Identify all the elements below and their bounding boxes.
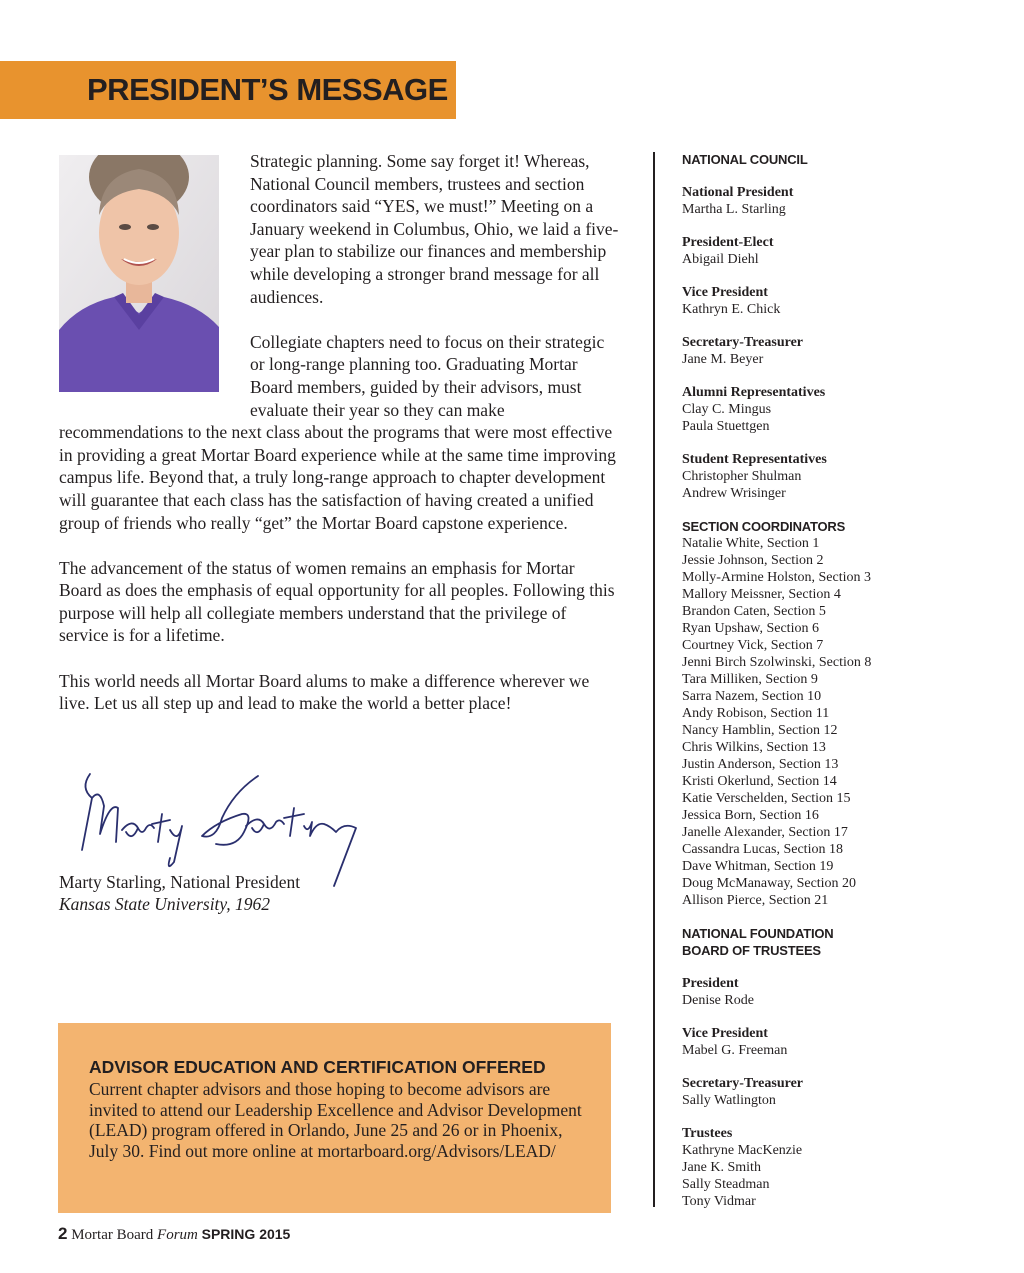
section-coordinator: Janelle Alexander, Section 17 <box>682 825 848 840</box>
roster-name: Christopher Shulman <box>682 469 802 484</box>
page-number: 2 <box>58 1224 68 1243</box>
roster-role: Trustees <box>682 1126 733 1141</box>
roster-name: Jane M. Beyer <box>682 352 764 367</box>
roster-role: President-Elect <box>682 235 774 250</box>
signatory-school: Kansas State University, 1962 <box>59 894 270 914</box>
roster-group <box>682 1025 1002 1059</box>
roster-role: Vice President <box>682 1026 768 1041</box>
section-coordinator: Cassandra Lucas, Section 18 <box>682 842 843 857</box>
roster-group <box>682 451 1002 502</box>
message-body <box>59 150 619 737</box>
section-coordinator: Tara Milliken, Section 9 <box>682 672 818 687</box>
photo-wrap-spacer <box>59 150 250 413</box>
page-footer <box>58 1224 290 1244</box>
roster-group <box>682 184 1002 218</box>
section-coordinator: Molly-Armine Holston, Section 3 <box>682 570 871 585</box>
roster-role: President <box>682 976 739 991</box>
roster-role: Secretary-Treasurer <box>682 335 804 350</box>
header-banner <box>0 61 456 119</box>
foundation-heading-line: NATIONAL FOUNDATION <box>682 926 834 941</box>
roster-name: Kathryn E. Chick <box>682 302 781 317</box>
roster-name: Denise Rode <box>682 993 754 1008</box>
roster-name: Tony Vidmar <box>682 1194 756 1209</box>
publication-name: Mortar Board <box>71 1227 154 1243</box>
section-coordinator: Kristi Okerlund, Section 14 <box>682 774 837 789</box>
roster-group <box>682 384 1002 435</box>
section-coordinator: Katie Verschelden, Section 15 <box>682 791 851 806</box>
publication-name-italic: Forum <box>157 1227 198 1243</box>
section-coordinator: Chris Wilkins, Section 13 <box>682 740 826 755</box>
roster-name: Sally Steadman <box>682 1177 770 1192</box>
roster-name: Clay C. Mingus <box>682 402 772 417</box>
roster-name: Kathryne MacKenzie <box>682 1143 803 1158</box>
section-coordinator: Dave Whitman, Section 19 <box>682 859 834 874</box>
signatory-name: Marty Starling, National President <box>59 872 301 892</box>
callout-title: ADVISOR EDUCATION AND CERTIFICATION OFFERED <box>89 1057 546 1077</box>
roster-group <box>682 975 1002 1009</box>
roster-name: Paula Stuettgen <box>682 419 770 434</box>
callout-text: Current chapter advisors and those hoping to become advisors are invited to attend our Leadership Excellence and Advisor Development (LEAD) program offered in Orlando, June 25 and 26 or in Phoenix, July 30. Find out more online at mortarboard.org/Advisors/LEAD/ <box>89 1079 582 1161</box>
national-council-heading: NATIONAL COUNCIL <box>682 152 808 167</box>
roster-group <box>682 334 1002 368</box>
page-title: PRESIDENT’S MESSAGE <box>87 72 448 107</box>
foundation-heading <box>682 925 1002 959</box>
section-coordinator: Jessie Johnson, Section 2 <box>682 553 824 568</box>
column-divider <box>653 152 655 1207</box>
roster-group <box>682 1125 1002 1210</box>
section-coordinator: Justin Anderson, Section 13 <box>682 757 839 772</box>
roster-name: Sally Watlington <box>682 1093 776 1108</box>
roster-role: Vice President <box>682 285 768 300</box>
roster-name: Martha L. Starling <box>682 202 786 217</box>
issue-label: SPRING 2015 <box>201 1226 291 1242</box>
section-coordinator: Nancy Hamblin, Section 12 <box>682 723 838 738</box>
section-coordinator: Doug McManaway, Section 20 <box>682 876 857 891</box>
message-paragraph: Strategic planning. Some say forget it! Whereas, National Council members, trustees and section coordinators said “YES, we must!” Meeting on a January weekend in Columbus, Ohio, we laid a five-year plan to stabilize our finances and membership while developing a stronger brand message for all audiences. <box>250 151 619 307</box>
roster-name: Jane K. Smith <box>682 1160 761 1175</box>
section-coordinator: Natalie White, Section 1 <box>682 536 820 551</box>
section-coordinator: Allison Pierce, Section 21 <box>682 893 829 908</box>
section-coordinators-heading: SECTION COORDINATORS <box>682 519 846 534</box>
sidebar-roster <box>682 151 1002 1210</box>
roster-group <box>682 234 1002 268</box>
roster-name: Andrew Wrisinger <box>682 486 786 501</box>
section-coordinator: Ryan Upshaw, Section 6 <box>682 621 819 636</box>
section-coordinator: Mallory Meissner, Section 4 <box>682 587 841 602</box>
section-coordinators-list <box>682 535 1002 909</box>
foundation-trustees-list <box>682 975 1002 1210</box>
foundation-heading-line: BOARD OF TRUSTEES <box>682 943 821 958</box>
roster-group <box>682 1075 1002 1109</box>
roster-role: National President <box>682 185 794 200</box>
section-coordinator: Jenni Birch Szolwinski, Section 8 <box>682 655 872 670</box>
roster-role: Alumni Representatives <box>682 385 826 400</box>
message-paragraph: The advancement of the status of women remains an emphasis for Mortar Board as does the emphasis of equal opportunity for all peoples. Following this purpose will help all collegiate members understand that the privilege of service is for a lifetime. <box>59 557 615 646</box>
section-coordinator: Jessica Born, Section 16 <box>682 808 819 823</box>
roster-name: Mabel G. Freeman <box>682 1043 788 1058</box>
section-coordinator: Sarra Nazem, Section 10 <box>682 689 822 704</box>
roster-name: Abigail Diehl <box>682 252 759 267</box>
message-paragraph: Collegiate chapters need to focus on their strategic or long-range planning too. Graduating Mortar Board members, guided by their advisors, must evaluate their year so they can make recommendations to the next class about the programs that were most effective in providing a great Mortar Board experience while at the same time improving campus life. Beyond that, a truly long-range approach to chapter development will guarantee that each class has the satisfaction of having created a unified group of friends who really “get” the Mortar Board capstone experience. <box>59 331 616 533</box>
national-council-list <box>682 184 1002 502</box>
section-coordinator: Brandon Caten, Section 5 <box>682 604 826 619</box>
advisor-callout-box <box>58 1023 611 1213</box>
roster-role: Secretary-Treasurer <box>682 1076 804 1091</box>
roster-role: Student Representatives <box>682 452 827 467</box>
message-paragraph: This world needs all Mortar Board alums to make a difference wherever we live. Let us all step up and lead to make the world a better place! <box>59 670 590 714</box>
roster-group <box>682 284 1002 318</box>
section-coordinator: Andy Robison, Section 11 <box>682 706 830 721</box>
section-coordinator: Courtney Vick, Section 7 <box>682 638 824 653</box>
